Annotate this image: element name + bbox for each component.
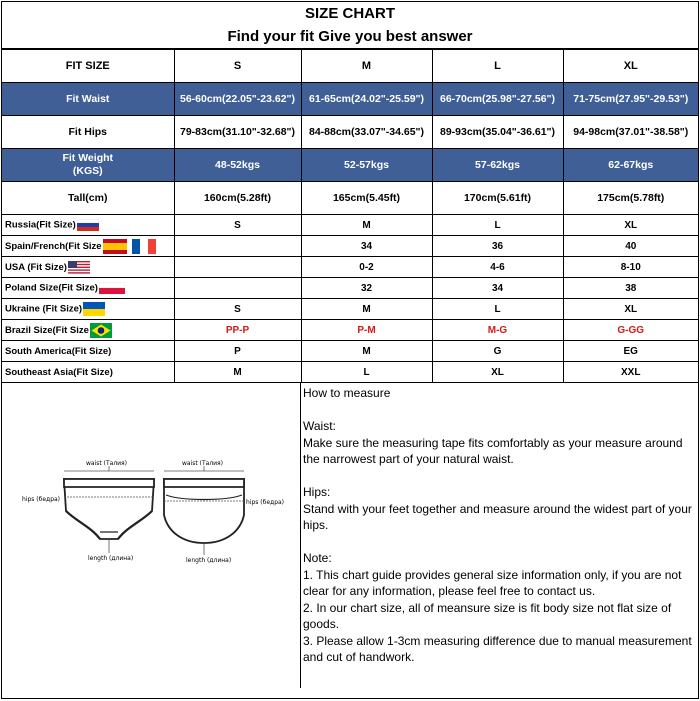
table-cell xyxy=(174,278,301,299)
table-cell: 52-57kgs xyxy=(301,149,432,182)
note-3: 3. Please allow 1-3cm measuring difference due to manual measurement and cut of handwork. xyxy=(303,633,692,664)
hips-title: Hips: xyxy=(303,485,331,499)
table-cell: S xyxy=(174,215,301,236)
waist-text: Make sure the measuring tape fits comfortably as your measure around the narrowest part of your natural waist. xyxy=(303,435,683,466)
table-cell: M xyxy=(174,362,301,383)
back-hips-label: hips (бедра) xyxy=(246,499,285,506)
back-waist-label: waist (Талия) xyxy=(182,460,224,467)
measure-section xyxy=(2,383,698,688)
size-header-xl: XL xyxy=(563,50,698,83)
how-to-measure xyxy=(301,383,698,688)
country-label-text: Ukraine (Fit Size) xyxy=(5,303,83,315)
country-label-text: USA (Fit Size) xyxy=(5,261,67,273)
table-cell: M xyxy=(301,341,432,362)
france-flag-icon xyxy=(132,239,156,254)
table-row xyxy=(2,83,698,116)
table-cell: M xyxy=(301,299,432,320)
hips-text: Stand with your feet together and measure around the widest part of your hips. xyxy=(303,501,692,532)
table-cell xyxy=(174,257,301,278)
table-row xyxy=(2,341,698,362)
table-cell: 8-10 xyxy=(563,257,698,278)
table-cell: 62-67kgs xyxy=(563,149,698,182)
table-cell: 89-93cm(35.04"-36.61") xyxy=(432,116,563,149)
size-header-m: M xyxy=(301,50,432,83)
table-cell: 160cm(5.28ft) xyxy=(174,182,301,215)
table-cell: L xyxy=(432,215,563,236)
russia-flag-icon xyxy=(77,219,99,231)
table-row xyxy=(2,149,698,182)
table-cell xyxy=(174,236,301,257)
table-row xyxy=(2,278,698,299)
row-label: Fit Hips xyxy=(2,116,174,149)
row-label-line1: Fit Weight xyxy=(62,152,114,164)
table-cell: P-M xyxy=(301,320,432,341)
size-chart xyxy=(1,1,699,699)
size-table xyxy=(2,49,698,383)
note-2: 2. In our chart size, all of meansure size is fit body size not flat size of goods. xyxy=(303,600,672,631)
country-label-text: Brazil Size(Fit Size xyxy=(5,324,89,336)
table-cell: 57-62kgs xyxy=(432,149,563,182)
howto-heading: How to measure xyxy=(303,386,391,400)
table-cell: 84-88cm(33.07"-34.65") xyxy=(301,116,432,149)
spain-flag-icon xyxy=(103,239,127,254)
waist-title: Waist: xyxy=(303,419,336,433)
size-header-l: L xyxy=(432,50,563,83)
table-cell: EG xyxy=(563,341,698,362)
table-cell: XL xyxy=(432,362,563,383)
front-panty-illustration xyxy=(64,466,154,553)
table-row xyxy=(2,320,698,341)
country-label xyxy=(2,278,174,299)
table-cell: 32 xyxy=(301,278,432,299)
country-label xyxy=(2,299,174,320)
size-header-s: S xyxy=(174,50,301,83)
table-cell: PP-P xyxy=(174,320,301,341)
table-row xyxy=(2,215,698,236)
front-hips-label: hips (бедра) xyxy=(22,496,61,503)
table-cell: L xyxy=(432,299,563,320)
country-label xyxy=(2,257,174,278)
country-label xyxy=(2,320,174,341)
country-label-text: Poland Size(Fit Size) xyxy=(5,282,98,294)
note-1: 1. This chart guide provides general size information only, if you are not clear for any information, please feel free to contact us. xyxy=(303,567,682,598)
country-label xyxy=(2,362,174,383)
table-cell: G-GG xyxy=(563,320,698,341)
back-length-label: length (длина) xyxy=(186,557,232,564)
chart-subtitle: Find your fit Give you best answer xyxy=(2,26,698,49)
table-cell: M-G xyxy=(432,320,563,341)
table-cell: 40 xyxy=(563,236,698,257)
country-label-text: South America(Fit Size) xyxy=(5,345,112,357)
table-cell: 175cm(5.78ft) xyxy=(563,182,698,215)
table-cell: 36 xyxy=(432,236,563,257)
row-label xyxy=(2,149,174,182)
front-length-label: length (длина) xyxy=(88,555,134,562)
table-cell: 165cm(5.45ft) xyxy=(301,182,432,215)
table-row xyxy=(2,182,698,215)
front-waist-label: waist (Талия) xyxy=(86,460,128,467)
table-row xyxy=(2,362,698,383)
table-cell: S xyxy=(174,299,301,320)
country-label xyxy=(2,341,174,362)
table-cell: 38 xyxy=(563,278,698,299)
row-label: Tall(cm) xyxy=(2,182,174,215)
table-cell: 48-52kgs xyxy=(174,149,301,182)
table-cell: XL xyxy=(563,215,698,236)
measurement-diagram xyxy=(2,383,301,688)
country-label xyxy=(2,236,174,257)
table-cell: 61-65cm(24.02"-25.59") xyxy=(301,83,432,116)
table-cell: P xyxy=(174,341,301,362)
table-row xyxy=(2,116,698,149)
country-label-text: Russia(Fit Size) xyxy=(5,219,76,231)
table-cell: 4-6 xyxy=(432,257,563,278)
table-cell: XXL xyxy=(563,362,698,383)
country-label xyxy=(2,215,174,236)
table-cell: XL xyxy=(563,299,698,320)
back-panty-illustration xyxy=(164,466,244,555)
table-cell: 34 xyxy=(301,236,432,257)
usa-flag-icon xyxy=(68,261,90,274)
row-label: Fit Waist xyxy=(2,83,174,116)
ukraine-flag-icon xyxy=(83,302,105,316)
fit-size-header: FIT SIZE xyxy=(2,50,174,83)
table-row xyxy=(2,236,698,257)
brazil-flag-icon xyxy=(90,323,112,338)
chart-title: SIZE CHART xyxy=(305,5,395,22)
row-label-line2: (KGS) xyxy=(72,165,103,177)
table-cell: 56-60cm(22.05"-23.62") xyxy=(174,83,301,116)
country-label-text: Spain/French(Fit Size xyxy=(5,240,102,252)
table-cell: 71-75cm(27.95"-29.53") xyxy=(563,83,698,116)
table-row xyxy=(2,299,698,320)
table-row xyxy=(2,257,698,278)
table-cell: G xyxy=(432,341,563,362)
note-title: Note: xyxy=(303,551,332,565)
underwear-diagram xyxy=(2,383,300,688)
table-cell: 66-70cm(25.98"-27.56") xyxy=(432,83,563,116)
table-cell: 79-83cm(31.10"-32.68") xyxy=(174,116,301,149)
table-cell: 0-2 xyxy=(301,257,432,278)
country-label-text: Southeast Asia(Fit Size) xyxy=(5,366,113,378)
poland-flag-icon xyxy=(99,282,125,294)
table-cell: M xyxy=(301,215,432,236)
table-cell: 34 xyxy=(432,278,563,299)
table-cell: 170cm(5.61ft) xyxy=(432,182,563,215)
table-cell: L xyxy=(301,362,432,383)
table-cell: 94-98cm(37.01"-38.58") xyxy=(563,116,698,149)
